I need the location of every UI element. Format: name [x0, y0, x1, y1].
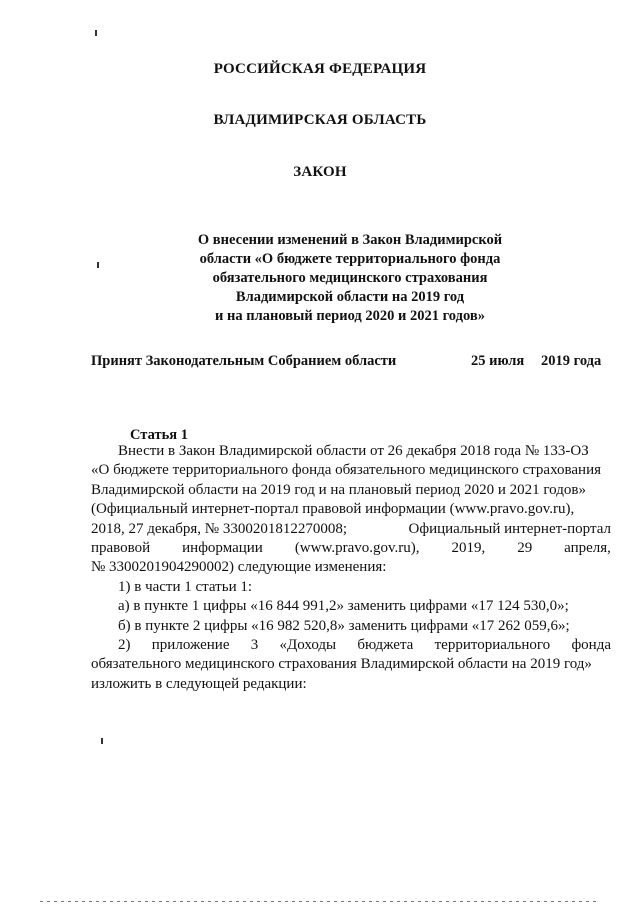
law-title — [150, 231, 550, 326]
paragraph-line: Владимирской области на 2019 год и на плановый период 2020 и 2021 годов» — [91, 481, 586, 498]
text-segment: «Доходы — [279, 636, 337, 653]
text-segment: (www.pravo.gov.ru), — [294, 539, 420, 556]
scan-mark — [95, 30, 97, 36]
paragraph-line: Внести в Закон Владимирской области от 26 декабря 2018 года № 133-ОЗ — [118, 443, 589, 459]
law-title-line: и на плановый период 2020 и 2021 годов» — [215, 308, 485, 324]
paragraph-line: а) в пункте 1 цифры «16 844 991,2» заменить цифрами «17 124 530,0»; — [118, 598, 569, 615]
law-title-line: О внесении изменений в Закон Владимирской — [197, 232, 503, 248]
adopted-text: Принят Законодательным Собранием области — [91, 353, 397, 369]
article-body — [91, 442, 611, 694]
text-segment: бюджета — [357, 636, 414, 653]
federation-heading: РОССИЙСКАЯ ФЕДЕРАЦИЯ — [213, 61, 427, 77]
text-segment: территориального — [434, 636, 551, 653]
paragraph-line — [91, 539, 611, 558]
text-segment: Официальный интернет-портал — [408, 520, 611, 537]
text-segment: правовой — [91, 539, 151, 556]
paragraph-line: № 3300201904290002) следующие изменения: — [91, 559, 387, 576]
text-segment: 2019, — [451, 539, 486, 556]
law-heading: ЗАКОН — [293, 164, 347, 180]
scan-mark — [101, 738, 103, 744]
text-segment: информации — [182, 539, 263, 556]
paragraph-line — [91, 520, 611, 539]
text-segment: 29 — [517, 539, 533, 556]
paragraph-line: «О бюджете территориального фонда обязательного медицинского страхования — [91, 462, 601, 479]
paragraph-line: обязательного медицинского страхования Владимирской области на 2019 год» — [91, 656, 592, 673]
law-title-line: области «О бюджете территориального фонда — [199, 251, 501, 267]
adopted-date: 25 июля — [471, 353, 525, 369]
scan-edge-line — [40, 901, 600, 902]
paragraph-line — [91, 636, 611, 655]
law-title-line: Владимирской области на 2019 год — [235, 289, 465, 305]
paragraph-line: изложить в следующей редакции: — [91, 675, 307, 692]
text-segment: приложение — [151, 636, 230, 653]
paragraph-line: 1) в части 1 статьи 1: — [118, 578, 253, 595]
adopted-year: 2019 года — [541, 353, 602, 369]
law-title-line: обязательного медицинского страхования — [212, 270, 488, 286]
text-segment: фонда — [571, 636, 611, 653]
region-heading: ВЛАДИМИРСКАЯ ОБЛАСТЬ — [213, 112, 427, 128]
paragraph-line: б) в пункте 2 цифры «16 982 520,8» заменить цифрами «17 262 059,6»; — [118, 617, 570, 634]
article-title: Статья 1 — [130, 427, 188, 443]
scan-mark — [97, 262, 99, 268]
text-segment: 2) — [118, 636, 131, 653]
text-segment: апреля, — [564, 539, 611, 556]
text-segment: 2018, 27 декабря, № 3300201812270008; — [91, 520, 348, 537]
paragraph-line: (Официальный интернет-портал правовой информации (www.pravo.gov.ru), — [91, 501, 575, 518]
text-segment: 3 — [250, 636, 259, 653]
